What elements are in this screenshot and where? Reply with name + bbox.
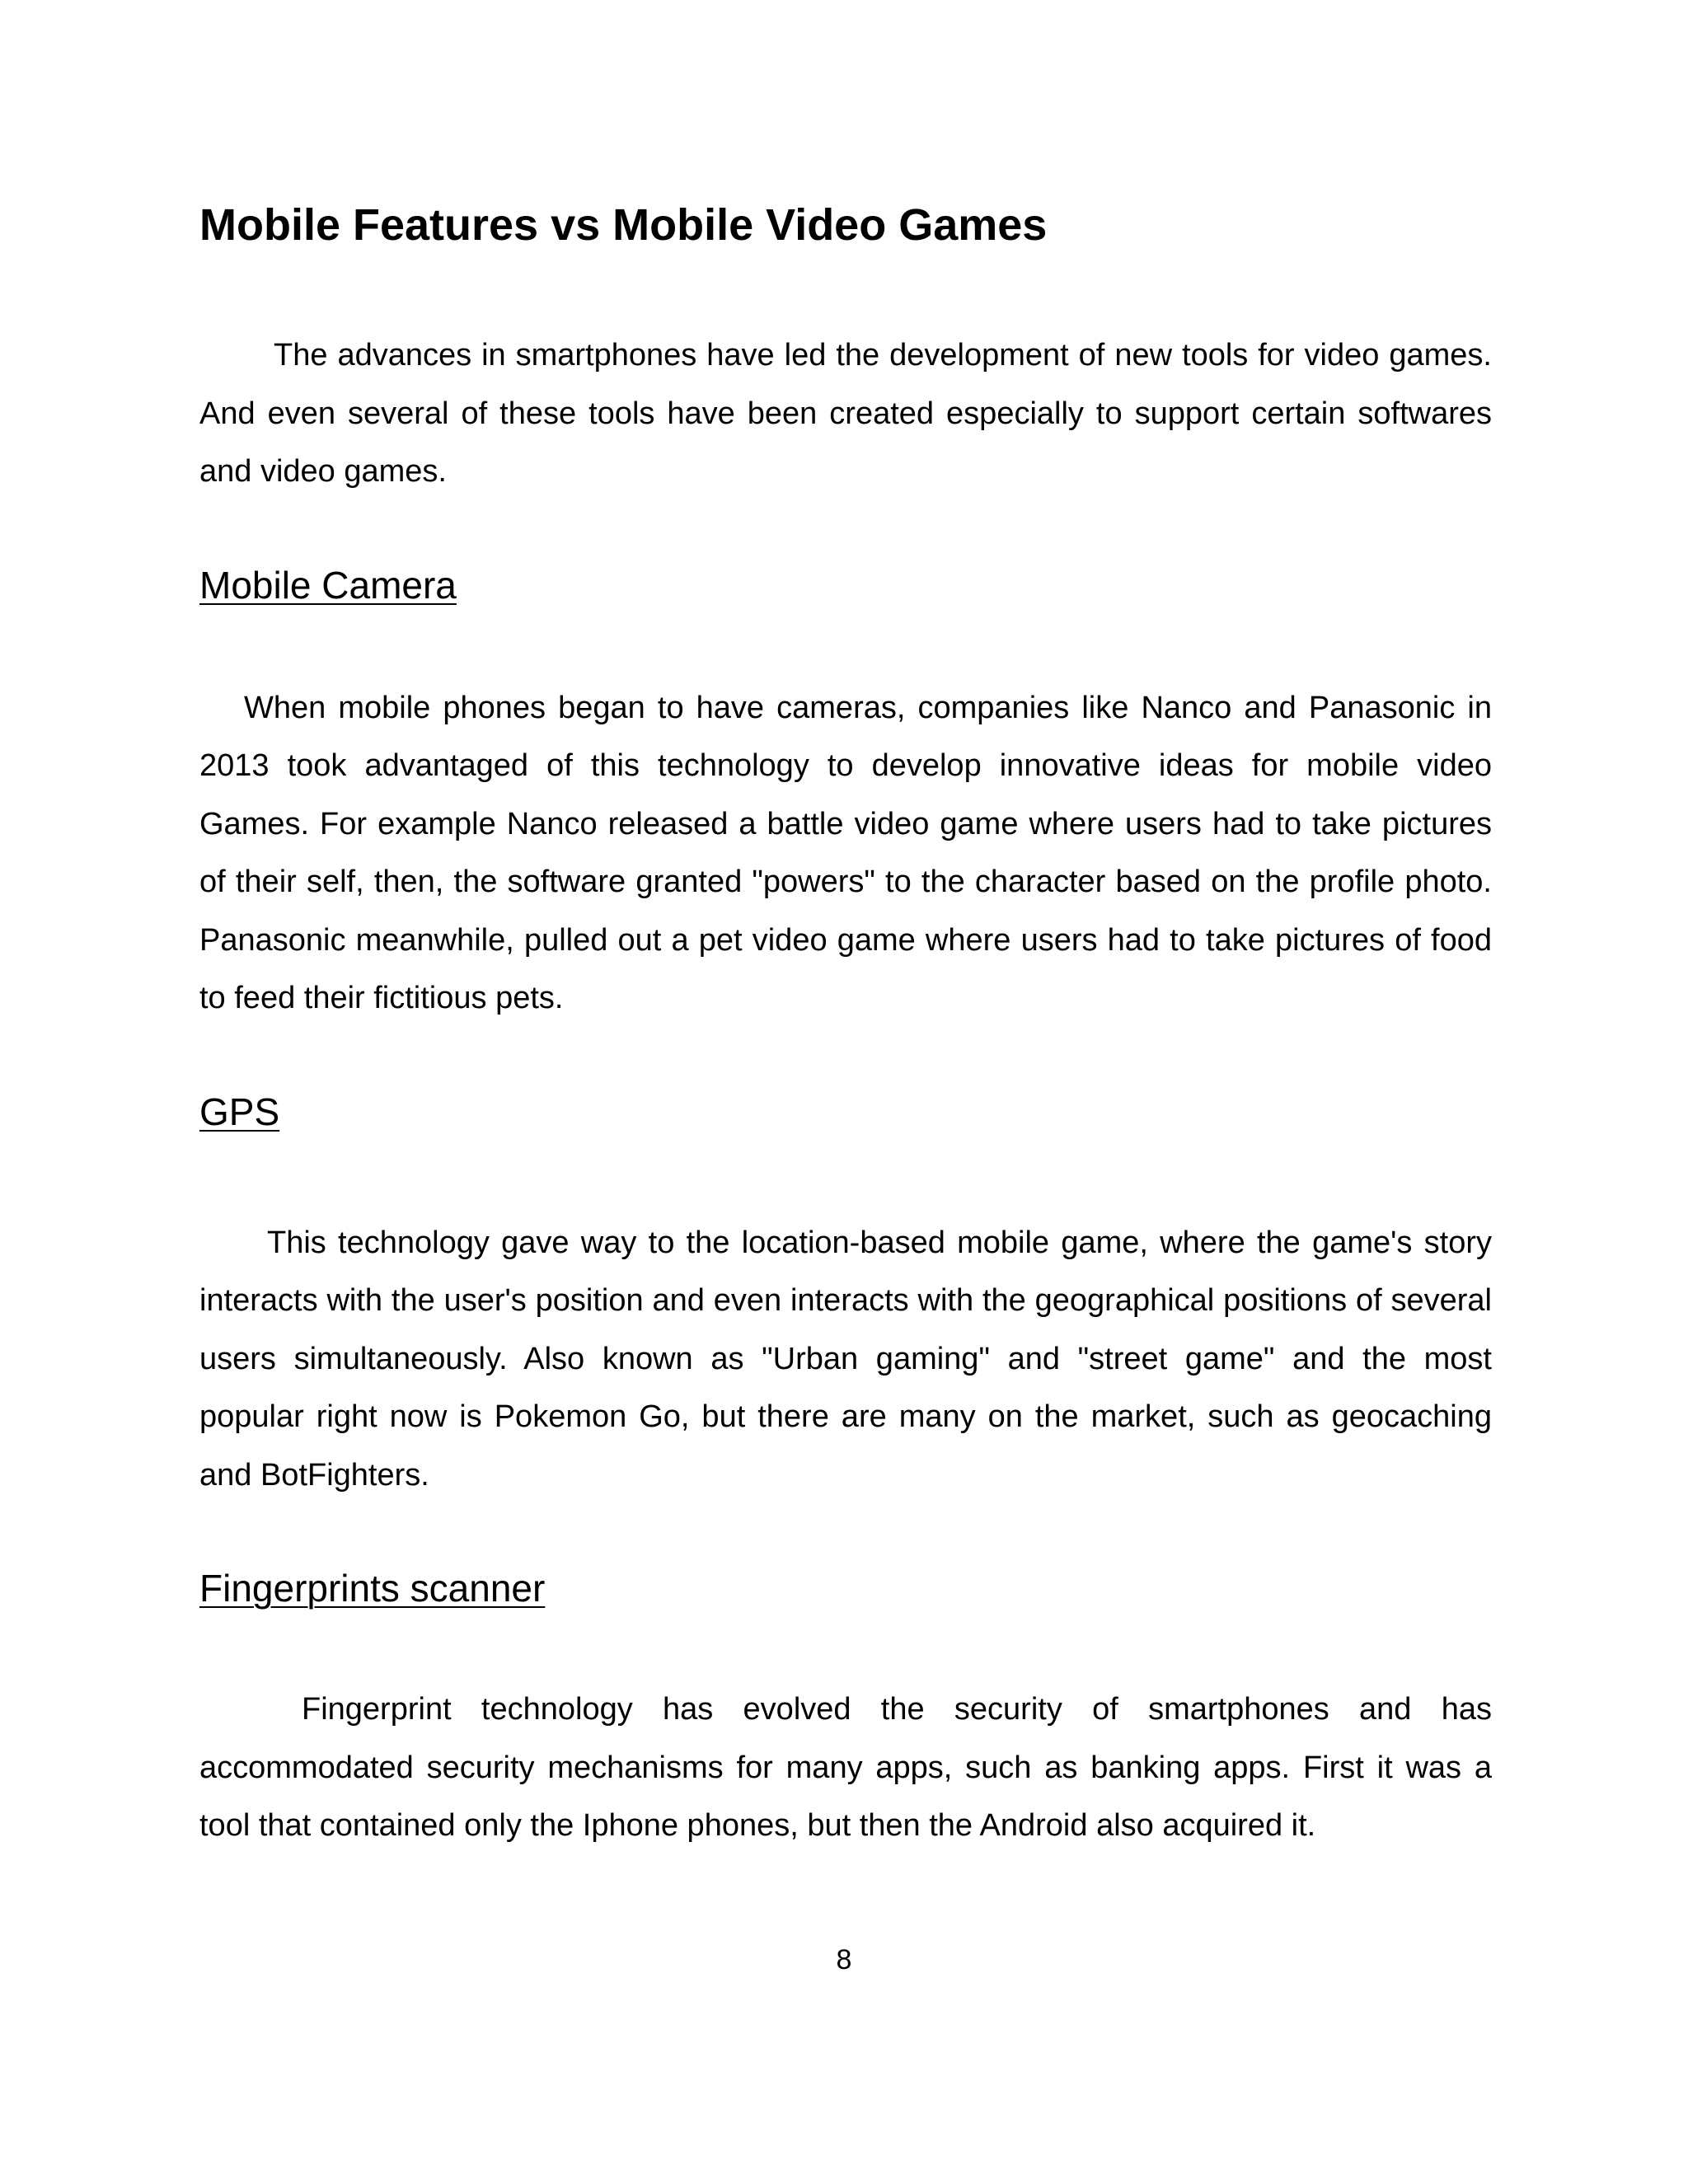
page-title: Mobile Features vs Mobile Video Games xyxy=(199,200,1048,250)
page-content xyxy=(199,190,1492,1855)
section-heading-gps: GPS xyxy=(199,1090,280,1133)
section-heading-mobile-camera: Mobile Camera xyxy=(199,563,457,607)
section-body-mobile-camera: When mobile phones began to have cameras, companies like Nanco and Panasonic in 2013 took advantaged of this technology to develop innovative ideas for mobile video Games. For example Nanco released a battle video game where users had to take pictures of their self, then, the software granted "powers" to the character based on the profile photo. Panasonic meanwhile, pulled out a pet video game where users had to take pictures of food to feed their fictitious pets. xyxy=(199,690,1492,1015)
section-body-fingerprints-scanner: Fingerprint technology has evolved the security of smartphones and has accommodated security mechanisms for many apps, such as banking apps. First it was a tool that contained only the Iphone phones, but then the Android also acquired it. xyxy=(199,1692,1492,1843)
section-body-gps: This technology gave way to the location-based mobile game, where the game's story interacts with the user's position and even interacts with the geographical positions of several users simultaneously. Also known as "Urban gaming" and "street game" and the most popular right now is Pokemon Go, but there are many on the market, such as geocaching and BotFighters. xyxy=(199,1225,1492,1493)
page-number: 8 xyxy=(836,1944,852,1975)
section-heading-fingerprints-scanner: Fingerprints scanner xyxy=(199,1567,546,1610)
intro-paragraph: The advances in smartphones have led the development of new tools for video games. And even several of these tools have been created especially to support certain softwares and video games. xyxy=(199,338,1492,489)
